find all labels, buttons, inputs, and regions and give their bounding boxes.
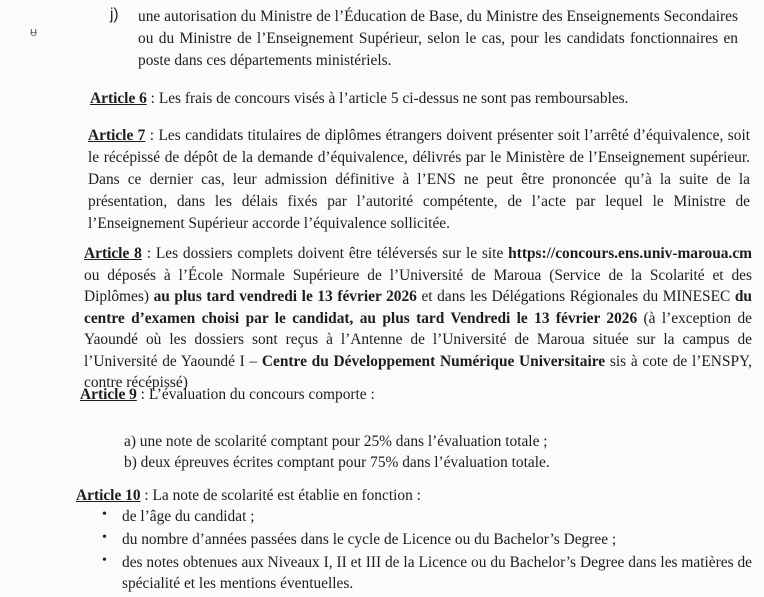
article-10-bullet-2: du nombre d’années passées dans le cycle de Licence ou du Bachelor’s Degree ; — [122, 531, 617, 548]
article-9-text: L’évaluation du concours comporte : — [148, 386, 375, 403]
article-10-bullet-1: de l’âge du candidat ; — [122, 508, 255, 525]
article-8-heading: Article 8 — [84, 245, 142, 262]
article-10-bullet-3: des notes obtenues aux Niveaux I, II et III de la Licence ou du Bachelor’s Degree dans les matières de spécialité et les mentions éventuelles. — [122, 554, 752, 592]
article-10 — [76, 485, 736, 507]
item-j-text: une autorisation du Ministre de l’Éducation de Base, du Ministre des Enseignements Secondaires ou du Ministre de l’Enseignement Supérieur, selon le cas, pour les candidats fonctionnaires en poste dans ces départements ministériels. — [138, 8, 738, 69]
article-7 — [88, 125, 750, 235]
article-10-text: La note de scolarité est établie en fonction : — [152, 487, 421, 504]
article-8-sep: : — [141, 245, 156, 262]
item-j-label: j) — [110, 6, 119, 23]
bullet-icon: • — [102, 553, 107, 568]
article-9-sep: : — [136, 386, 149, 403]
article-8-text-5: sis à cote de l’ENSPY, contre récépissé) — [84, 352, 752, 391]
margin-mark: ᵾ — [30, 25, 38, 40]
article-9-heading: Article 9 — [80, 386, 137, 403]
article-8-deadline-minesec: du centre d’examen choisi par le candidat, au plus tard Vendredi le 13 février 2026 — [84, 288, 752, 327]
article-8-centre-name: Centre du Développement Numérique Universitaire — [261, 352, 606, 370]
article-9 — [80, 384, 740, 406]
article-7-text: Les candidats titulaires de diplômes étrangers doivent présenter soit l’arrêté d’équivalence, soit le récépissé de dépôt de la demande d’équivalence, délivrés par le Ministère de l’Enseignement supérieur. Dans ce dernier cas, leur admission définitive à l’ENS ne peut être prononcée qu’à la suite de la présentation, dans les délais fixés par l’autorité compétente, de l’acte par lequel le Ministre de l’Enseignement Supérieur accorde l’équivalence sollicitée. — [88, 127, 750, 232]
article-8-deadline-ens: au plus tard vendredi le 13 février 2026 — [153, 288, 417, 305]
article-6-text: Les frais de concours visés à l’article 5 ci-dessus ne sont pas remboursables. — [158, 90, 629, 107]
article-8-text-1: Les dossiers complets doivent être téléversés sur le site — [155, 245, 509, 262]
bullet-icon: • — [102, 507, 107, 522]
article-6-sep: : — [146, 90, 159, 107]
article-10-heading: Article 10 — [76, 487, 141, 504]
article-8-text-3: et dans les Délégations Régionales du MINESEC — [416, 288, 735, 305]
article-6 — [90, 88, 750, 110]
article-8-text-2: ou déposés à l’École Normale Supérieure de l’Université de Maroua (Service de la Scolarité et des Diplômes) — [84, 266, 752, 305]
article-8-url[interactable]: https://concours.ens.univ-maroua.cm — [508, 245, 752, 262]
bullet-icon: • — [102, 530, 107, 545]
article-10-sep: : — [140, 487, 153, 504]
article-7-sep: : — [145, 127, 159, 144]
article-9-item-a: a) une note de scolarité comptant pour 25% dans l’évaluation totale ; — [124, 433, 548, 450]
article-9-item-b: b) deux épreuves écrites comptant pour 75% dans l’évaluation totale. — [124, 454, 550, 471]
article-7-heading: Article 7 — [88, 127, 146, 144]
article-6-heading: Article 6 — [90, 90, 147, 107]
article-8 — [84, 243, 752, 394]
article-8-text-4: (à l’exception de Yaoundé où les dossiers sont reçus à l’Antenne de l’Université de Maroua située sur la campus de l’Université de Yaoundé I – — [84, 309, 752, 370]
